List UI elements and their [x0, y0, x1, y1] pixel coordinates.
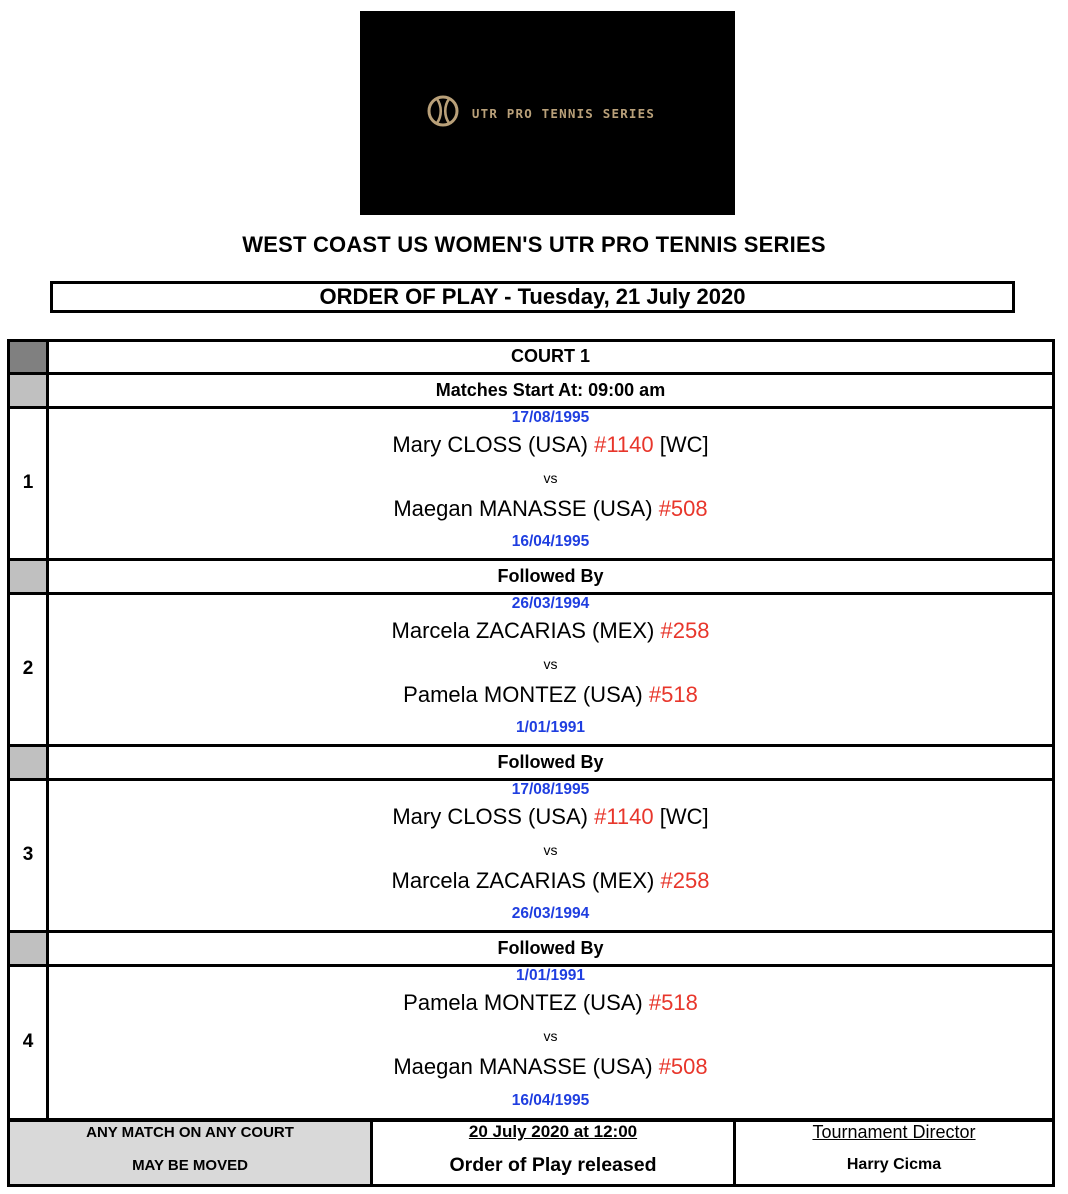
player1-dob: 17/08/1995	[511, 781, 590, 798]
player1-name: Marcela ZACARIAS (MEX)	[391, 618, 655, 643]
grid-rule	[7, 372, 1055, 375]
move-notice	[7, 1119, 370, 1187]
match-row	[7, 965, 1055, 1119]
tennis-ball-logo-icon	[426, 94, 460, 133]
match-number: 2	[7, 593, 49, 745]
player2-name: Maegan MANASSE (USA)	[393, 496, 653, 521]
player1-name: Pamela MONTEZ (USA)	[403, 990, 643, 1015]
grid-rule	[7, 406, 1055, 409]
grid-rule	[7, 339, 1055, 342]
player1-rank: #1140	[594, 432, 654, 457]
player1-name: Mary CLOSS (USA)	[392, 804, 588, 829]
player2-rank: #508	[658, 1054, 708, 1079]
vs-label: vs	[543, 470, 558, 486]
director-label: Tournament Director	[812, 1122, 976, 1142]
release-date: 20 July 2020 at 12:00	[468, 1122, 638, 1141]
player1	[49, 804, 1052, 830]
court-name: COURT 1	[510, 345, 590, 366]
player2-name: Marcela ZACARIAS (MEX)	[391, 868, 655, 893]
player1-dob: 17/08/1995	[511, 409, 590, 426]
vs-label: vs	[543, 842, 558, 858]
followed-by-row	[7, 931, 1055, 965]
logo-text: UTR PRO TENNIS SERIES	[471, 105, 656, 121]
match-number: 1	[7, 407, 49, 559]
followed-by-row	[7, 745, 1055, 779]
start-time-row	[7, 373, 1055, 407]
player2-dob: 16/04/1995	[511, 533, 590, 550]
grid-rule	[7, 592, 1055, 595]
release-label: Order of Play released	[449, 1154, 657, 1176]
match-row	[7, 593, 1055, 745]
player1	[49, 990, 1052, 1016]
grid-rule	[7, 964, 1055, 967]
player2-rank: #508	[658, 496, 708, 521]
player1-dob: 1/01/1991	[516, 967, 585, 984]
footer-rule	[7, 1184, 1055, 1187]
order-of-play-title: ORDER OF PLAY - Tuesday, 21 July 2020	[50, 281, 1015, 313]
court-row	[7, 339, 1055, 373]
player2-rank: #258	[660, 868, 710, 893]
row-marker	[7, 931, 49, 965]
player1-dob: 26/03/1994	[511, 595, 590, 612]
match-number: 3	[7, 779, 49, 931]
player2-name: Maegan MANASSE (USA)	[393, 1054, 653, 1079]
player2-dob: 1/01/1991	[516, 719, 585, 736]
player2	[49, 868, 1052, 894]
start-time: Matches Start At: 09:00 am	[435, 379, 666, 400]
event-logo	[360, 11, 735, 215]
row-marker	[7, 745, 49, 779]
footer	[7, 1119, 1055, 1187]
player1-note: [WC]	[653, 432, 709, 457]
player2-rank: #518	[648, 682, 698, 707]
series-title: WEST COAST US WOMEN'S UTR PRO TENNIS SERIES	[242, 232, 826, 257]
vs-label: vs	[543, 656, 558, 672]
followed-by-label: Followed By	[497, 937, 604, 958]
move-notice-line1: ANY MATCH ON ANY COURT	[86, 1124, 294, 1141]
player2-name: Pamela MONTEZ (USA)	[403, 682, 643, 707]
player2	[49, 496, 1052, 522]
player1-name: Mary CLOSS (USA)	[392, 432, 588, 457]
row-marker	[7, 559, 49, 593]
player2	[49, 1054, 1052, 1080]
director-info	[733, 1119, 1055, 1187]
match-row	[7, 779, 1055, 931]
vs-label: vs	[543, 1028, 558, 1044]
player1-rank: #518	[648, 990, 698, 1015]
grid-rule	[7, 558, 1055, 561]
player1-rank: #1140	[594, 804, 654, 829]
player1-rank: #258	[660, 618, 710, 643]
grid-rule	[7, 930, 1055, 933]
player1	[49, 432, 1052, 458]
move-notice-line2: MAY BE MOVED	[132, 1157, 248, 1174]
grid-rule	[7, 744, 1055, 747]
player1-note: [WC]	[653, 804, 709, 829]
match-number: 4	[7, 965, 49, 1119]
followed-by-row	[7, 559, 1055, 593]
grid-rule	[7, 778, 1055, 781]
match-row	[7, 407, 1055, 559]
row-marker	[7, 339, 49, 373]
player2	[49, 682, 1052, 708]
footer-rule	[7, 1119, 1055, 1122]
release-info	[370, 1119, 733, 1187]
director-name: Harry Cicma	[846, 1156, 942, 1173]
player2-dob: 26/03/1994	[511, 905, 590, 922]
followed-by-label: Followed By	[497, 751, 604, 772]
row-marker	[7, 373, 49, 407]
player2-dob: 16/04/1995	[511, 1092, 590, 1109]
player1	[49, 618, 1052, 644]
followed-by-label: Followed By	[497, 565, 604, 586]
